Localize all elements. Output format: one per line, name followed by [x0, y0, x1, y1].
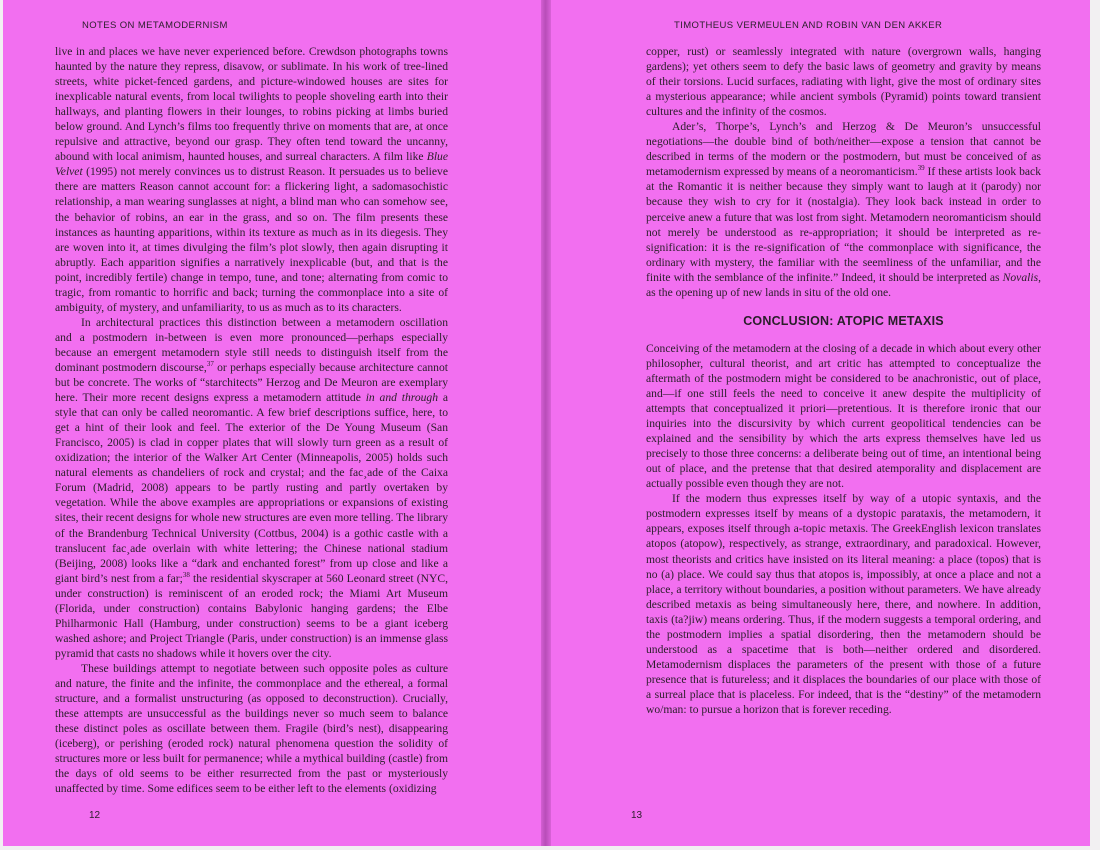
paragraph: [55, 44, 448, 315]
paragraph-text: live in and places we have never experienced before. Crewdson photographs towns haunted by the nature they repress, disavow, or sublimate. In his work of tree-lined streets, white picket-fenced gardens, and picture-windowed houses are sites for inexplicable natural events, from local twilights to people shoveling earth into their hallways, and planting flowers in their lounges, to robins picking at limbs buried below ground. And Lynch’s films too frequently thrive on moments that are, at once repulsive and attractive, beyond our grasp. They often tend toward the uncanny, abound with local animism, haunted houses, and surreal characters. A film like: [55, 45, 448, 164]
page-number-right: 13: [631, 810, 643, 821]
footnote-ref: 37: [206, 360, 214, 369]
paragraph: [55, 661, 448, 796]
paragraph-text: These buildings attempt to negotiate between such opposite poles as culture and nature, the finite and the infinite, the commonplace and the ethereal, a formal structure, and a formalist unstructuring (as opposed to deconstruction). Crucially, these attempts are unsuccessful as the buildings never so much seem to balance these distinct poles as oscillate between them. Fragile (bird’s nest), disappearing (iceberg), or perishing (eroded rock) natural phenomena question the solidity of structures more or less built for permanence; while a mythical building (castle) from the days of old seems to be either resurrected from the past or mysteriously unaffected by time. Some edifices seem to be either left to the elements (oxidizing: [55, 661, 448, 796]
section-heading: CONCLUSION: ATOPIC METAXIS: [743, 313, 944, 328]
book-gutter: [541, 0, 551, 846]
running-head-right: TIMOTHEUS VERMEULEN AND ROBIN VAN DEN AKKER: [674, 20, 943, 31]
paragraph-text: In architectural practices this distinction between a metamodern oscillation and a postmodern in-between is even more pronounced—perhaps especially because an emergent metamodern style still needs to distinguish itself from the dominant postmodern discourse,: [55, 315, 448, 374]
paragraph: [646, 341, 1041, 491]
italic-text: in and through: [365, 391, 439, 405]
paragraph: [646, 491, 1041, 717]
paragraph: [646, 44, 1041, 119]
paragraph-text: Ader’s, Thorpe’s, Lynch’s and Herzog & De Meuron’s unsuccessful negotiations—the double bind of both/neither—expose a tension that cannot be described in terms of the modern or the postmodern, but must be conceived of as metamodernism expressed by means of a neoromanticism.: [646, 120, 1041, 179]
footnote-ref: 38: [182, 570, 190, 579]
paragraph-text: If these artists look back at the Romantic it is neither because they simply want to laugh at it (parody) nor because they wish to cry for it (nostalgia). They look back instead in order to perceive anew a future that was lost from sight. Metamodern neoromanticism should not merely be understood as re-appropriation; it should be interpreted as re-signification: it is the re-signification of “the commonplace with significance, the ordinary with mystery, the familiar with the seemliness of the unfamiliar, and the finite with the semblance of the infinite.” Indeed, it should be interpreted as: [646, 165, 1041, 284]
paragraph-text: If the modern thus expresses itself by way of a utopic syntaxis, and the postmodern expresses itself by means of a dystopic parataxis, the metamodern, it appears, exposes itself through a-topic metaxis. The GreekEnglish lexicon translates atopos (atopow), respectively, as strange, extraordinary, and paradoxical. However, most theorists and critics have insisted on its literal meaning: a place (topos) that is no (a) place. We could say thus that atopos is, impossibly, at once a place and not a place, a territory without boundaries, a position without parameters. We have already described metaxis as being simultaneously here, there, and nowhere. In addition, taxis (ta?jiw) means ordering. Thus, if the modern suggests a temporal ordering, and the postmodern implies a spatial disordering, then the metamodern should be understood as a spacetime that is both—neither ordered and disordered. Metamodernism displaces the parameters of the present with those of a future presence that is futureless; and it displaces the boundaries of our place with those of a surreal place that is placeless. For indeed, that is the “destiny” of the metamodern wo/man: to pursue a horizon that is forever receding.: [646, 492, 1041, 716]
paragraph: [55, 315, 448, 661]
paragraph-text: copper, rust) or seamlessly integrated with nature (overgrown walls, hanging gardens); yet others seem to defy the basic laws of geometry and gravity by means of their torsions. Lucid surfaces, radiating with light, give the most of ordinary sites a mysterious appearance; while ancient symbols (Pyramid) points toward transient cultures and the infinity of the cosmos.: [646, 45, 1041, 119]
italic-text: Novalis: [1002, 270, 1039, 284]
right-page-body: [646, 44, 1041, 717]
right-page: [548, 0, 1090, 846]
paragraph-text: (1995) not merely convinces us to distrust Reason. It persuades us to believe there are matters Reason cannot account for: a flickering light, a sadomasochistic relationship, a man wearing sunglasses at night, a blind man who can somehow see, the behavior of robins, an ear in the grass, and so on. The film presents these instances as haunting apparitions, within its texture as much as in its diegesis. They are woven into it, at times divulging the film’s plot slowly, then again disrupting it abruptly. Each apparition signifies a narratively inexplicable (but, and that is the point, incredibly fertile) change in tempo, tune, and tone; alternating from comic to tragic, from romantic to horrific and back; turning the commonplace into a site of ambiguity, of mystery, and unfamiliarity, to us as much as to its characters.: [55, 165, 448, 314]
page-number-left: 12: [89, 810, 101, 821]
right-body-before: [646, 44, 1041, 300]
paragraph-text: , as the opening up of new lands in situ of the old one.: [646, 270, 1041, 299]
paragraph-text: the residential skyscraper at 560 Leonard street (NYC, under construction) is reminiscent of an eroded rock; the Miami Art Museum (Florida, under construction) contains Babylonic hanging gardens; the Elbe Philharmonic Hall (Hamburg, under construction) seems to be a giant iceberg washed ashore; and Project Triangle (Paris, under construction) is an immense glass pyramid that casts no shadows while it hovers over the city.: [55, 571, 448, 660]
italic-text: Blue Velvet: [55, 150, 448, 179]
right-body-after: [646, 341, 1041, 717]
paragraph-text: or perhaps especially because architecture cannot but be concrete. The works of “starchitects” Herzog and De Meuron are exemplary here. Their more recent designs express a metamodern attitude: [55, 360, 448, 405]
left-page-body: [55, 44, 448, 796]
footnote-ref: 39: [917, 164, 925, 173]
paragraph: [646, 119, 1041, 300]
left-page: [3, 0, 544, 846]
paragraph-text: Conceiving of the metamodern at the closing of a decade in which about every other philosopher, cultural theorist, and art critic has attempted to conceptualize the aftermath of the postmodern might be considered to be anachronistic, out of place, and—if one still feels the need to conceive it anew despite the multiplicity of attempts that conceptualized it priori—pretentious. It is therefore ironic that our inquiries into the discursivity by which current geopolitical tendencies can be explained and the sensibility by which the arts express themselves have led us precisely to those three concerns: a deliberate being out of time, an intentional being out of place, and the pretense that that desired atemporality and displacement are actually possible even though they are not.: [646, 341, 1041, 491]
paragraph-text: a style that can only be called neoromantic. A few brief descriptions suffice, here, to get a hint of their look and feel. The exterior of the De Young Museum (San Francisco, 2005) is clad in copper plates that will slowly turn green as a result of oxidization; the interior of the Walker Art Center (Minneapolis, 2005) holds such natural elements as chandeliers of rock and crystal; and the fac¸ade of the Caixa Forum (Madrid, 2008) appears to be partly rusting and partly overtaken by vegetation. While the above examples are appropriations or expansions of existing sites, their recent designs for whole new structures are even more telling. The library of the Brandenburg Technical University (Cottbus, 2004) is a gothic castle with a translucent fac¸ade overlain with white lettering; the Chinese national stadium (Beijing, 2008) looks like a “dark and enchanted forest” from up close and like a giant bird’s nest from a far;: [55, 391, 448, 585]
running-head-left: NOTES ON METAMODERNISM: [82, 20, 228, 31]
